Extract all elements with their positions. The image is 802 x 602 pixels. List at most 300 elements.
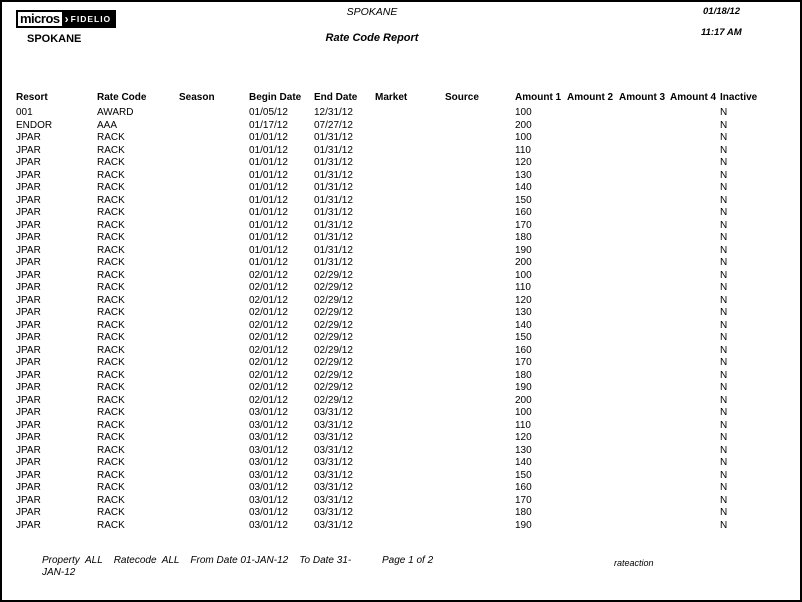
fidelio-logo-text: FIDELIO — [70, 14, 112, 24]
cell-market — [375, 445, 445, 458]
cell-amount-3 — [619, 520, 670, 533]
cell-source — [445, 320, 515, 333]
cell-amount-2 — [567, 320, 619, 333]
cell-source — [445, 157, 515, 170]
cell-amount-1: 110 — [515, 419, 531, 431]
cell-inactive: N — [720, 444, 728, 456]
cell-rate-code: RACK — [97, 344, 125, 356]
cell-market — [375, 345, 445, 358]
cell-end-date: 02/29/12 — [314, 357, 353, 368]
cell-inactive: N — [720, 257, 728, 268]
cell-begin-date: 02/01/12 — [249, 357, 288, 368]
cell-amount-4 — [670, 457, 720, 470]
cell-market — [375, 432, 445, 445]
table-row — [16, 332, 800, 345]
cell-market — [375, 145, 445, 158]
cell-resort: JPAR — [16, 219, 41, 231]
cell-inactive: N — [720, 307, 728, 318]
cell-amount-3 — [619, 332, 670, 345]
cell-resort: JPAR — [16, 494, 41, 506]
cell-end-date: 03/31/12 — [314, 494, 353, 506]
cell-rate-code: RACK — [97, 519, 125, 531]
cell-amount-4 — [670, 382, 720, 395]
cell-begin-date: 01/01/12 — [249, 257, 288, 268]
cell-inactive: N — [720, 207, 728, 218]
cell-market — [375, 245, 445, 258]
cell-amount-3 — [619, 157, 670, 170]
cell-market — [375, 195, 445, 208]
cell-amount-2 — [567, 145, 619, 158]
cell-amount-1: 110 — [515, 282, 531, 293]
cell-amount-2 — [567, 395, 619, 408]
cell-begin-date: 01/01/12 — [249, 194, 288, 206]
cell-end-date: 01/31/12 — [314, 232, 353, 243]
table-row — [16, 407, 800, 420]
cell-amount-4 — [670, 232, 720, 245]
cell-season — [179, 445, 249, 458]
cell-rate-code: RACK — [97, 244, 125, 256]
cell-amount-1: 160 — [515, 482, 532, 493]
cell-market — [375, 470, 445, 483]
cell-amount-1: 120 — [515, 432, 532, 443]
cell-season — [179, 220, 249, 233]
table-row — [16, 282, 800, 295]
cell-inactive: N — [720, 432, 728, 443]
cell-rate-code: RACK — [97, 132, 125, 143]
cell-market — [375, 182, 445, 195]
report-property-title: SPOKANE — [346, 6, 398, 18]
table-row — [16, 195, 800, 208]
cell-begin-date: 01/01/12 — [249, 144, 288, 156]
cell-amount-3 — [619, 482, 670, 495]
cell-rate-code: RACK — [97, 294, 125, 306]
cell-market — [375, 282, 445, 295]
table-row — [16, 395, 800, 408]
cell-rate-code: RACK — [97, 507, 125, 518]
cell-amount-1: 100 — [515, 269, 532, 281]
cell-amount-1: 160 — [515, 207, 532, 218]
cell-source — [445, 345, 515, 358]
cell-begin-date: 03/01/12 — [249, 494, 288, 506]
cell-source — [445, 420, 515, 433]
cell-season — [179, 195, 249, 208]
cell-resort: JPAR — [16, 244, 41, 256]
cell-rate-code: RACK — [97, 444, 125, 456]
cell-amount-1: 120 — [515, 294, 532, 306]
cell-market — [375, 220, 445, 233]
cell-amount-2 — [567, 445, 619, 458]
cell-source — [445, 407, 515, 420]
cell-amount-1: 200 — [515, 394, 532, 406]
cell-inactive: N — [720, 319, 728, 331]
cell-rate-code: RACK — [97, 319, 125, 331]
cell-begin-date: 02/01/12 — [249, 394, 288, 406]
cell-source — [445, 270, 515, 283]
cell-rate-code: RACK — [97, 194, 125, 206]
cell-begin-date: 02/01/12 — [249, 282, 288, 293]
cell-season — [179, 245, 249, 258]
cell-rate-code: RACK — [97, 257, 125, 268]
cell-amount-4 — [670, 220, 720, 233]
cell-end-date: 03/31/12 — [314, 419, 353, 431]
cell-amount-1: 130 — [515, 444, 532, 456]
table-row — [16, 220, 800, 233]
cell-amount-2 — [567, 182, 619, 195]
table-row — [16, 232, 800, 245]
cell-resort: JPAR — [16, 294, 41, 306]
cell-season — [179, 482, 249, 495]
cell-inactive: N — [720, 344, 728, 356]
cell-end-date: 02/29/12 — [314, 307, 353, 318]
column-header-season: Season — [179, 92, 215, 103]
cell-resort: 001 — [16, 107, 33, 118]
cell-end-date: 02/29/12 — [314, 269, 353, 281]
cell-market — [375, 270, 445, 283]
cell-resort: JPAR — [16, 307, 41, 318]
cell-amount-1: 140 — [515, 182, 532, 193]
cell-resort: JPAR — [16, 269, 41, 281]
table-row — [16, 107, 800, 120]
cell-season — [179, 132, 249, 145]
cell-inactive: N — [720, 419, 728, 431]
table-row — [16, 445, 800, 458]
cell-resort: JPAR — [16, 132, 41, 143]
table-row — [16, 382, 800, 395]
cell-source — [445, 457, 515, 470]
cell-inactive: N — [720, 469, 728, 481]
cell-market — [375, 170, 445, 183]
cell-begin-date: 01/01/12 — [249, 244, 288, 256]
cell-resort: JPAR — [16, 457, 41, 468]
cell-amount-3 — [619, 345, 670, 358]
cell-season — [179, 120, 249, 133]
cell-amount-3 — [619, 320, 670, 333]
cell-amount-2 — [567, 432, 619, 445]
table-row — [16, 207, 800, 220]
cell-resort: JPAR — [16, 394, 41, 406]
cell-begin-date: 03/01/12 — [249, 482, 288, 493]
table-row — [16, 470, 800, 483]
cell-begin-date: 03/01/12 — [249, 432, 288, 443]
cell-inactive: N — [720, 369, 728, 381]
cell-end-date: 03/31/12 — [314, 507, 353, 518]
cell-rate-code: RACK — [97, 407, 125, 418]
cell-resort: JPAR — [16, 419, 41, 431]
cell-amount-3 — [619, 420, 670, 433]
cell-resort: JPAR — [16, 194, 41, 206]
cell-begin-date: 01/01/12 — [249, 182, 288, 193]
column-header-rate-code: Rate Code — [97, 92, 147, 103]
cell-season — [179, 320, 249, 333]
cell-market — [375, 495, 445, 508]
cell-amount-2 — [567, 420, 619, 433]
cell-amount-2 — [567, 107, 619, 120]
cell-source — [445, 357, 515, 370]
cell-amount-3 — [619, 207, 670, 220]
cell-inactive: N — [720, 407, 728, 418]
cell-market — [375, 382, 445, 395]
cell-begin-date: 01/01/12 — [249, 207, 288, 218]
cell-end-date: 03/31/12 — [314, 482, 353, 493]
cell-market — [375, 507, 445, 520]
cell-inactive: N — [720, 494, 728, 506]
cell-market — [375, 482, 445, 495]
cell-amount-3 — [619, 170, 670, 183]
cell-amount-4 — [670, 470, 720, 483]
cell-begin-date: 03/01/12 — [249, 457, 288, 468]
cell-resort: JPAR — [16, 382, 41, 393]
cell-source — [445, 295, 515, 308]
table-row — [16, 370, 800, 383]
table-row — [16, 182, 800, 195]
cell-inactive: N — [720, 332, 728, 343]
cell-inactive: N — [720, 294, 728, 306]
cell-amount-2 — [567, 170, 619, 183]
cell-amount-1: 110 — [515, 144, 531, 156]
cell-inactive: N — [720, 107, 728, 118]
cell-rate-code: RACK — [97, 482, 125, 493]
cell-begin-date: 02/01/12 — [249, 332, 288, 343]
cell-market — [375, 157, 445, 170]
cell-inactive: N — [720, 507, 728, 518]
cell-rate-code: RACK — [97, 457, 125, 468]
cell-end-date: 02/29/12 — [314, 282, 353, 293]
cell-amount-3 — [619, 182, 670, 195]
cell-rate-code: AWARD — [97, 107, 134, 118]
table-row — [16, 120, 800, 133]
cell-amount-4 — [670, 295, 720, 308]
cell-market — [375, 295, 445, 308]
cell-amount-2 — [567, 270, 619, 283]
cell-amount-1: 160 — [515, 344, 532, 356]
cell-inactive: N — [720, 269, 728, 281]
cell-amount-4 — [670, 145, 720, 158]
cell-amount-4 — [670, 195, 720, 208]
cell-end-date: 03/31/12 — [314, 432, 353, 443]
cell-end-date: 03/31/12 — [314, 519, 353, 531]
cell-rate-code: RACK — [97, 169, 125, 181]
cell-season — [179, 495, 249, 508]
table-row — [16, 295, 800, 308]
cell-market — [375, 257, 445, 270]
cell-amount-4 — [670, 132, 720, 145]
cell-end-date: 01/31/12 — [314, 144, 353, 156]
cell-amount-2 — [567, 120, 619, 133]
cell-end-date: 02/29/12 — [314, 332, 353, 343]
cell-amount-2 — [567, 470, 619, 483]
cell-rate-code: RACK — [97, 282, 125, 293]
cell-resort: JPAR — [16, 444, 41, 456]
cell-inactive: N — [720, 144, 728, 156]
cell-season — [179, 170, 249, 183]
micros-logo-text: micros — [16, 10, 64, 28]
cell-amount-3 — [619, 445, 670, 458]
cell-inactive: N — [720, 394, 728, 406]
cell-season — [179, 307, 249, 320]
cell-end-date: 03/31/12 — [314, 407, 353, 418]
table-row — [16, 520, 800, 533]
cell-rate-code: RACK — [97, 269, 125, 281]
cell-resort: JPAR — [16, 519, 41, 531]
cell-amount-4 — [670, 320, 720, 333]
cell-amount-1: 140 — [515, 457, 532, 468]
cell-rate-code: RACK — [97, 207, 125, 218]
table-row — [16, 345, 800, 358]
cell-resort: JPAR — [16, 282, 41, 293]
cell-amount-2 — [567, 382, 619, 395]
cell-amount-3 — [619, 195, 670, 208]
cell-amount-3 — [619, 295, 670, 308]
cell-amount-3 — [619, 432, 670, 445]
cell-amount-4 — [670, 407, 720, 420]
cell-amount-3 — [619, 120, 670, 133]
cell-resort: JPAR — [16, 319, 41, 331]
chevron-right-icon: › — [64, 12, 70, 26]
cell-resort: JPAR — [16, 257, 41, 268]
cell-source — [445, 445, 515, 458]
cell-amount-1: 150 — [515, 469, 532, 481]
cell-amount-4 — [670, 370, 720, 383]
cell-rate-code: RACK — [97, 232, 125, 243]
cell-amount-4 — [670, 395, 720, 408]
cell-amount-1: 200 — [515, 119, 532, 131]
cell-season — [179, 232, 249, 245]
cell-begin-date: 01/01/12 — [249, 157, 288, 168]
cell-amount-4 — [670, 270, 720, 283]
report-run-date: 01/18/12 — [703, 6, 740, 17]
cell-end-date: 01/31/12 — [314, 182, 353, 193]
column-header-inactive: Inactive — [720, 92, 758, 103]
cell-amount-4 — [670, 482, 720, 495]
cell-end-date: 07/27/12 — [314, 119, 353, 131]
cell-source — [445, 520, 515, 533]
cell-begin-date: 01/01/12 — [249, 169, 288, 181]
cell-amount-1: 100 — [515, 107, 532, 118]
cell-inactive: N — [720, 482, 728, 493]
cell-season — [179, 157, 249, 170]
column-header-begin-date: Begin Date — [249, 92, 302, 103]
page-number-indicator: Page 1 of 2 — [382, 555, 434, 566]
cell-begin-date: 03/01/12 — [249, 519, 288, 531]
cell-amount-1: 190 — [515, 519, 532, 531]
cell-amount-4 — [670, 357, 720, 370]
column-header-amount-2: Amount 2 — [567, 92, 614, 103]
cell-end-date: 03/31/12 — [314, 457, 353, 468]
cell-amount-3 — [619, 145, 670, 158]
cell-amount-4 — [670, 107, 720, 120]
cell-rate-code: RACK — [97, 144, 125, 156]
cell-amount-1: 150 — [515, 332, 532, 343]
cell-end-date: 01/31/12 — [314, 157, 353, 168]
cell-inactive: N — [720, 157, 728, 168]
cell-amount-3 — [619, 307, 670, 320]
cell-inactive: N — [720, 357, 728, 368]
cell-amount-1: 120 — [515, 157, 532, 168]
table-row — [16, 157, 800, 170]
cell-rate-code: RACK — [97, 357, 125, 368]
cell-begin-date: 02/01/12 — [249, 369, 288, 381]
cell-source — [445, 470, 515, 483]
cell-source — [445, 257, 515, 270]
cell-amount-3 — [619, 470, 670, 483]
table-row — [16, 482, 800, 495]
column-header-end-date: End Date — [314, 92, 358, 103]
table-row — [16, 245, 800, 258]
cell-market — [375, 420, 445, 433]
cell-resort: JPAR — [16, 357, 41, 368]
cell-resort: JPAR — [16, 482, 41, 493]
cell-season — [179, 207, 249, 220]
cell-rate-code: RACK — [97, 182, 125, 193]
cell-begin-date: 01/17/12 — [249, 119, 288, 131]
cell-amount-2 — [567, 507, 619, 520]
cell-amount-2 — [567, 282, 619, 295]
cell-source — [445, 432, 515, 445]
cell-amount-3 — [619, 395, 670, 408]
cell-amount-3 — [619, 257, 670, 270]
cell-rate-code: RACK — [97, 469, 125, 481]
cell-amount-4 — [670, 182, 720, 195]
cell-begin-date: 03/01/12 — [249, 407, 288, 418]
column-header-amount-4: Amount 4 — [670, 92, 717, 103]
cell-amount-1: 130 — [515, 307, 532, 318]
cell-source — [445, 495, 515, 508]
cell-rate-code: RACK — [97, 369, 125, 381]
cell-source — [445, 332, 515, 345]
cell-resort: JPAR — [16, 332, 41, 343]
cell-amount-1: 180 — [515, 369, 532, 381]
cell-amount-2 — [567, 495, 619, 508]
cell-begin-date: 02/01/12 — [249, 344, 288, 356]
cell-amount-3 — [619, 357, 670, 370]
cell-rate-code: RACK — [97, 382, 125, 393]
table-body — [2, 107, 800, 532]
cell-market — [375, 520, 445, 533]
cell-rate-code: RACK — [97, 419, 125, 431]
footer-filter-line2: JAN-12 — [42, 567, 76, 578]
cell-resort: JPAR — [16, 432, 41, 443]
cell-season — [179, 332, 249, 345]
cell-rate-code: RACK — [97, 157, 125, 168]
cell-season — [179, 470, 249, 483]
table-row — [16, 270, 800, 283]
table-header-row — [16, 92, 800, 105]
cell-begin-date: 03/01/12 — [249, 419, 288, 431]
cell-begin-date: 02/01/12 — [249, 269, 288, 281]
cell-amount-2 — [567, 207, 619, 220]
cell-begin-date: 02/01/12 — [249, 382, 288, 393]
cell-end-date: 01/31/12 — [314, 257, 353, 268]
cell-inactive: N — [720, 182, 728, 193]
cell-season — [179, 420, 249, 433]
cell-source — [445, 395, 515, 408]
cell-amount-4 — [670, 157, 720, 170]
cell-season — [179, 457, 249, 470]
cell-season — [179, 345, 249, 358]
cell-market — [375, 457, 445, 470]
cell-market — [375, 232, 445, 245]
cell-source — [445, 507, 515, 520]
cell-amount-2 — [567, 245, 619, 258]
cell-inactive: N — [720, 382, 728, 393]
cell-amount-3 — [619, 382, 670, 395]
cell-amount-1: 170 — [515, 357, 532, 368]
table-row — [16, 420, 800, 433]
cell-resort: JPAR — [16, 157, 41, 168]
report-title: Rate Code Report — [325, 32, 419, 44]
cell-resort: JPAR — [16, 507, 41, 518]
cell-amount-1: 200 — [515, 257, 532, 268]
